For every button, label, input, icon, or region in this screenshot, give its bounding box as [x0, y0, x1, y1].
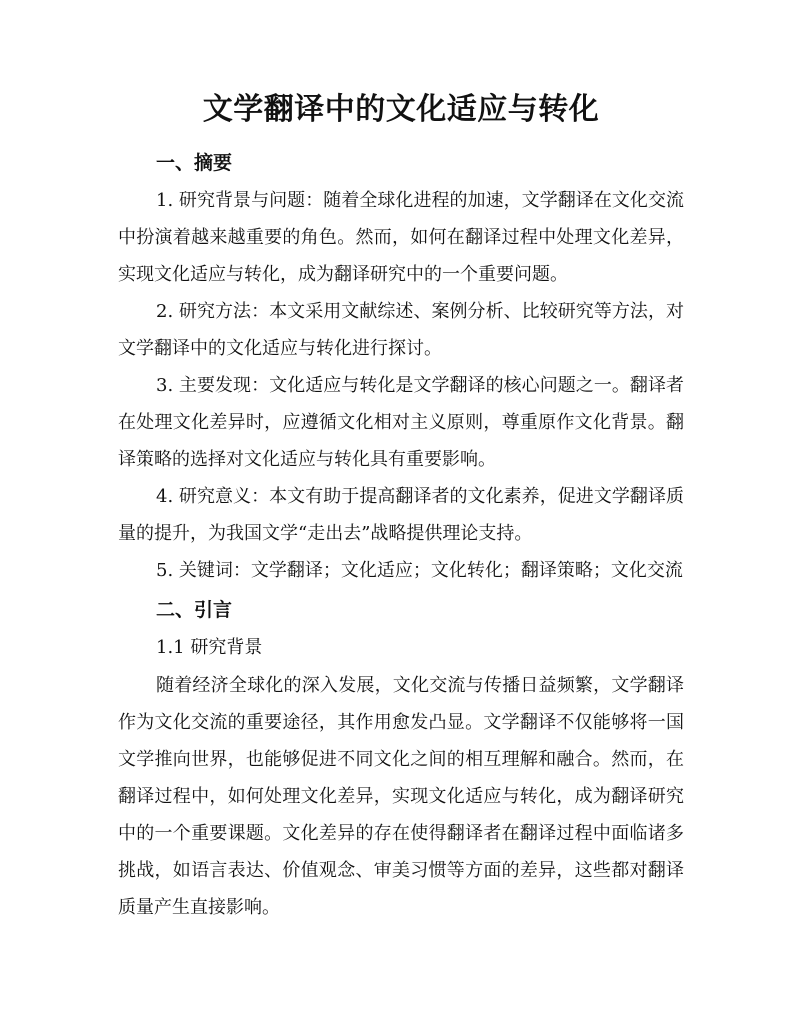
- subsection-heading-background: 1.1 研究背景: [156, 637, 263, 658]
- document-page: [118, 88, 684, 926]
- abstract-paragraph-keywords: 5. 关键词：文学翻译；文化适应；文化转化；翻译策略；文化交流: [156, 560, 683, 581]
- abstract-paragraph-methods: 2. 研究方法：本文采用文献综述、案例分析、比较研究等方法，对文学翻译中的文化适应与转化进行探讨。: [118, 301, 684, 359]
- section-heading-introduction: 二、引言: [156, 599, 233, 621]
- abstract-paragraph-findings: 3. 主要发现：文化适应与转化是文学翻译的核心问题之一。翻译者在处理文化差异时，应遵循文化相对主义原则，尊重原作文化背景。翻译策略的选择对文化适应与转化具有重要影响。: [118, 375, 684, 470]
- section-abstract: [118, 144, 684, 589]
- document-title: 文学翻译中的文化适应与转化: [202, 92, 600, 127]
- introduction-paragraph: 随着经济全球化的深入发展，文化交流与传播日益频繁，文学翻译作为文化交流的重要途径，其作用愈发凸显。文学翻译不仅能够将一国文学推向世界，也能够促进不同文化之间的相互理解和融合。然而，在翻译过程中，如何处理文化差异，实现文化适应与转化，成为翻译研究中的一个重要课题。文化差异的存在使得翻译者在翻译过程中面临诸多挑战，如语言表达、价值观念、审美习惯等方面的差异，这些都对翻译质量产生直接影响。: [118, 675, 684, 918]
- abstract-paragraph-significance: 4. 研究意义：本文有助于提高翻译者的文化素养，促进文学翻译质量的提升，为我国文学“走出去”战略提供理论支持。: [118, 486, 684, 544]
- section-heading-abstract: 一、摘要: [156, 152, 233, 174]
- abstract-paragraph-background: 1. 研究背景与问题：随着全球化进程的加速，文学翻译在文化交流中扮演着越来越重要的角色。然而，如何在翻译过程中处理文化差异，实现文化适应与转化，成为翻译研究中的一个重要问题。: [118, 190, 684, 285]
- section-introduction: [118, 591, 684, 926]
